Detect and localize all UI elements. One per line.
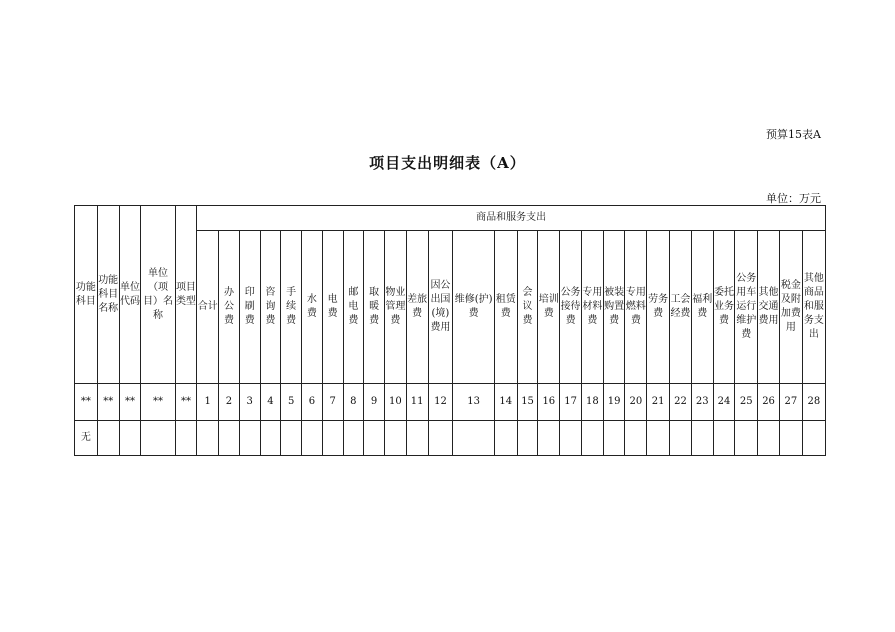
table-cell — [364, 421, 385, 456]
table-cell — [322, 421, 343, 456]
table-cell — [281, 421, 302, 456]
table-cell — [647, 421, 670, 456]
code-cell: 2 — [219, 384, 240, 421]
header-unit-name: 单位（项目）名称 — [141, 206, 175, 384]
table-cell — [119, 421, 141, 456]
group-header-row — [75, 206, 826, 231]
column-header: 维修(护)费 — [453, 231, 494, 384]
table-cell — [141, 421, 175, 456]
code-cell: 13 — [453, 384, 494, 421]
code-cell: 5 — [281, 384, 302, 421]
column-header: 邮电费 — [343, 231, 364, 384]
code-cell: 25 — [735, 384, 758, 421]
code-cell: ** — [141, 384, 175, 421]
code-cell: 9 — [364, 384, 385, 421]
column-header: 公务接待费 — [560, 231, 582, 384]
code-cell: 4 — [260, 384, 281, 421]
column-header: 其他商品和服务支出 — [802, 231, 825, 384]
code-cell: 7 — [322, 384, 343, 421]
table-cell — [97, 421, 119, 456]
column-header: 合计 — [197, 231, 219, 384]
code-cell: ** — [97, 384, 119, 421]
column-header: 手续费 — [281, 231, 302, 384]
code-row — [75, 384, 826, 421]
code-cell: 19 — [603, 384, 625, 421]
code-cell: 10 — [384, 384, 406, 421]
code-cell: 14 — [494, 384, 517, 421]
table-cell — [384, 421, 406, 456]
code-cell: ** — [175, 384, 197, 421]
column-header: 福利费 — [691, 231, 713, 384]
column-header: 会议费 — [517, 231, 538, 384]
column-header: 租赁费 — [494, 231, 517, 384]
header-function-name: 功能科目名称 — [97, 206, 119, 384]
header-function-code: 功能科目 — [75, 206, 98, 384]
table-cell: 无 — [75, 421, 98, 456]
code-cell: 16 — [538, 384, 560, 421]
page-title: 项目支出明细表（A） — [369, 154, 526, 172]
code-cell: ** — [75, 384, 98, 421]
table-cell — [560, 421, 582, 456]
column-header: 其他交通费用 — [758, 231, 780, 384]
data-row — [75, 421, 826, 456]
column-header: 差旅费 — [406, 231, 428, 384]
table-cell — [538, 421, 560, 456]
column-header: 委托业务费 — [713, 231, 735, 384]
table-cell — [691, 421, 713, 456]
code-cell: 3 — [239, 384, 260, 421]
code-cell: 23 — [691, 384, 713, 421]
expense-table — [74, 205, 826, 456]
header-unit-code: 单位代码 — [119, 206, 141, 384]
column-header: 专用燃料费 — [625, 231, 647, 384]
column-header: 公务用车运行维护费 — [735, 231, 758, 384]
column-header: 电费 — [322, 231, 343, 384]
code-cell: 6 — [302, 384, 323, 421]
column-header: 咨询费 — [260, 231, 281, 384]
table-cell — [302, 421, 323, 456]
unit-label: 单位：万元 — [766, 192, 821, 205]
code-cell: 18 — [581, 384, 603, 421]
header-goods-services: 商品和服务支出 — [197, 206, 826, 231]
table-cell — [670, 421, 692, 456]
column-header: 工会经费 — [670, 231, 692, 384]
code-cell: 12 — [428, 384, 453, 421]
table-cell — [779, 421, 802, 456]
code-cell: 17 — [560, 384, 582, 421]
table-cell — [802, 421, 825, 456]
code-cell: 8 — [343, 384, 364, 421]
table-cell — [219, 421, 240, 456]
table-cell — [197, 421, 219, 456]
table-cell — [625, 421, 647, 456]
table-code: 预算15表A — [766, 128, 821, 141]
table-cell — [713, 421, 735, 456]
code-cell: 11 — [406, 384, 428, 421]
code-cell: 20 — [625, 384, 647, 421]
table-cell — [735, 421, 758, 456]
table-cell — [239, 421, 260, 456]
column-header: 印刷费 — [239, 231, 260, 384]
table-cell — [517, 421, 538, 456]
code-cell: 26 — [758, 384, 780, 421]
table-cell — [428, 421, 453, 456]
column-header: 税金及附加费用 — [779, 231, 802, 384]
code-cell: 24 — [713, 384, 735, 421]
column-header: 培训费 — [538, 231, 560, 384]
column-header: 物业管理费 — [384, 231, 406, 384]
code-cell: 27 — [779, 384, 802, 421]
table-cell — [581, 421, 603, 456]
column-header: 水费 — [302, 231, 323, 384]
table-cell — [603, 421, 625, 456]
code-cell: 28 — [802, 384, 825, 421]
column-header: 劳务费 — [647, 231, 670, 384]
column-header: 取暖费 — [364, 231, 385, 384]
code-cell: 1 — [197, 384, 219, 421]
column-header: 因公出国(境)费用 — [428, 231, 453, 384]
code-cell: ** — [119, 384, 141, 421]
code-cell: 15 — [517, 384, 538, 421]
table-cell — [406, 421, 428, 456]
column-header: 专用材料费 — [581, 231, 603, 384]
column-header: 被装购置费 — [603, 231, 625, 384]
table-cell — [175, 421, 197, 456]
table-cell — [494, 421, 517, 456]
table-cell — [758, 421, 780, 456]
code-cell: 22 — [670, 384, 692, 421]
header-project-type: 项目类型 — [175, 206, 197, 384]
table-cell — [343, 421, 364, 456]
table-cell — [260, 421, 281, 456]
code-cell: 21 — [647, 384, 670, 421]
table-cell — [453, 421, 494, 456]
column-header: 办公费 — [219, 231, 240, 384]
